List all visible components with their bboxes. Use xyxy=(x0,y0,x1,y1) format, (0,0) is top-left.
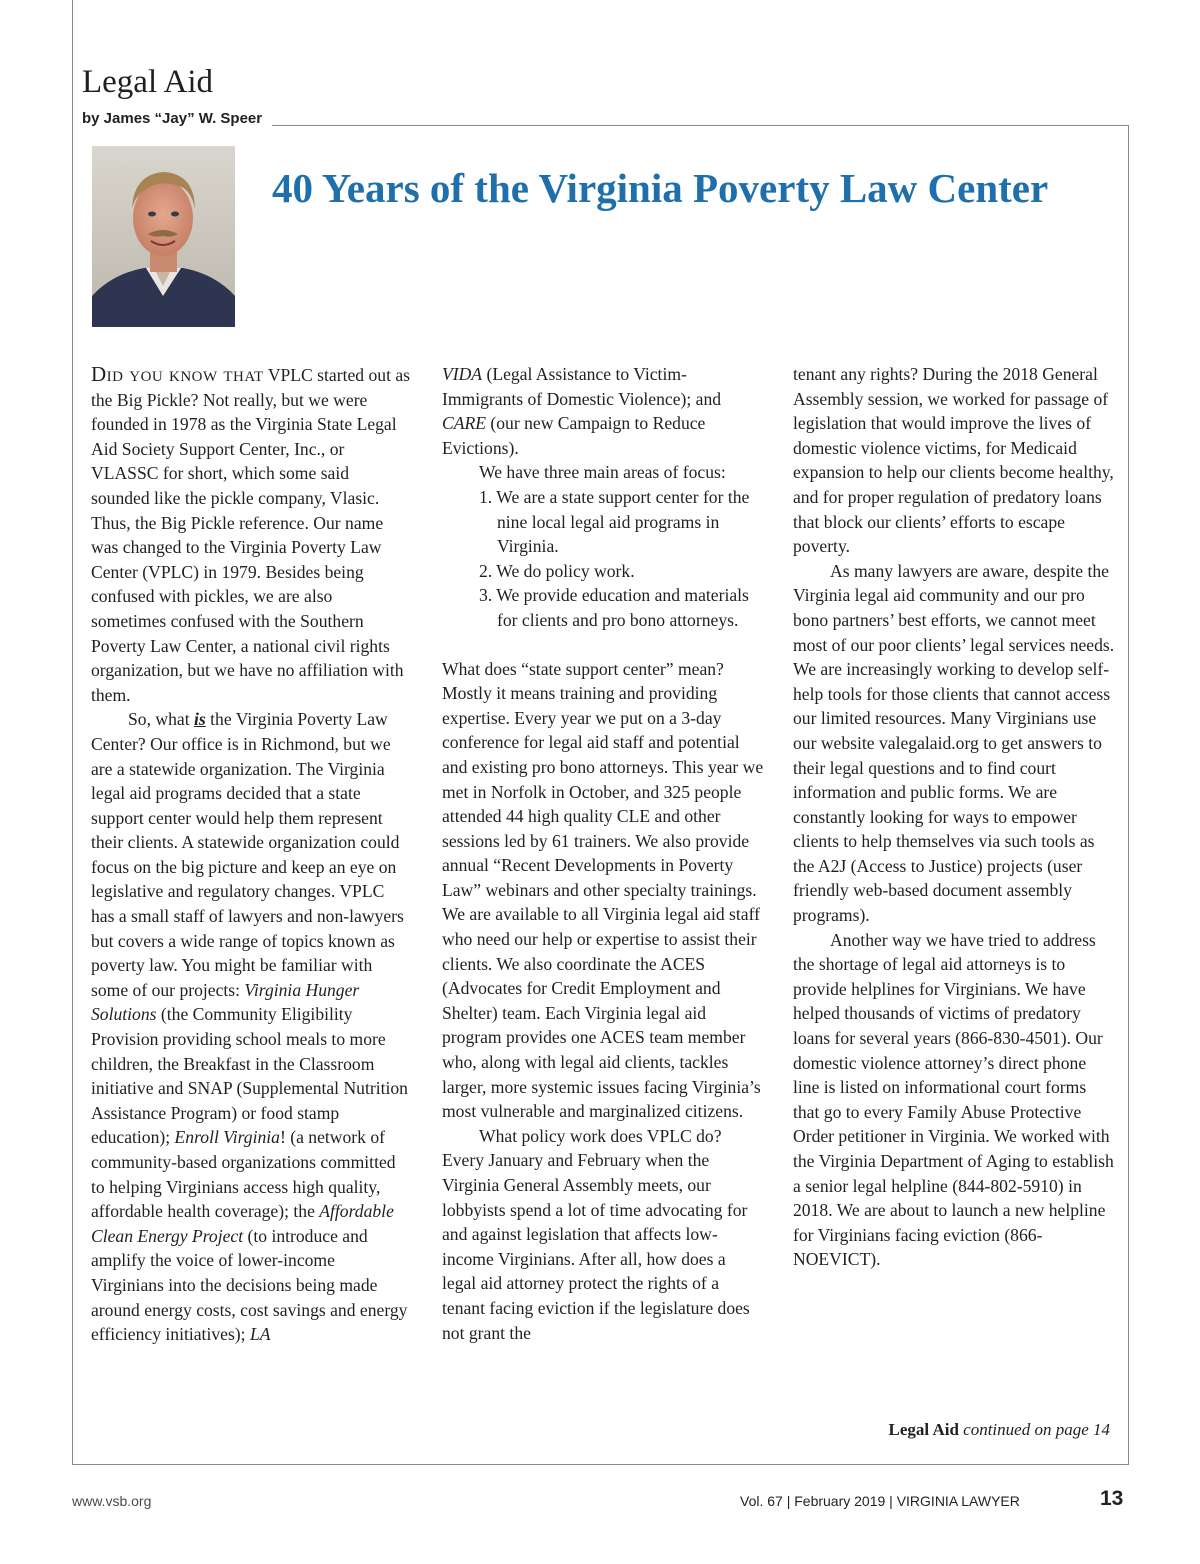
focus-list xyxy=(442,485,764,633)
emphasis: is xyxy=(193,709,206,730)
project-name: CARE xyxy=(442,413,486,434)
paragraph: tenant any rights? During the 2018 General Assembly session, we worked for passage of legislation that would improve the lives of domestic violence victims, for Medicaid expansion to help our clients become healthy, and for proper regulation of predatory loans that block our clients’ efforts to escape poverty. xyxy=(793,364,1114,557)
list-item: 1. We are a state support center for the nine local legal aid programs in Virginia. xyxy=(479,486,750,557)
lead-in: Did you know that xyxy=(91,362,264,386)
article-title: 40 Years of the Virginia Poverty Law Center xyxy=(272,165,1049,211)
paragraph: Another way we have tried to address the shortage of legal aid attorneys is to provide helplines for Virginians. We have helped thousands of victims of predatory loans for several years (866-830-4501). Our domestic violence attorney’s direct phone line is listed on informational court forms that go to every Family Abuse Protective Order petitioner in Virginia. We worked with the Virginia Department of Aging to establish a senior legal helpline (844-802-5910) in 2018. We are about to launch a new helpline for Virginians facing eviction (866-NOEVICT). xyxy=(793,929,1114,1270)
page-number: 13 xyxy=(1100,1487,1124,1510)
paragraph xyxy=(91,362,411,707)
paragraph-text: ! (a network of community-based organizations committed to helping Virginians access high quality, affordable health coverage); the xyxy=(91,1127,396,1222)
project-name: Affordable Clean Energy Project xyxy=(91,1201,394,1246)
project-name: Virginia Hunger Solutions xyxy=(91,979,360,1025)
paragraph-text: (to introduce and amplify the voice of lower-income Virginians into the decisions being made around energy costs, cost savings and energy efficiency initiatives); xyxy=(91,1225,408,1345)
footer-issue: Vol. 67 | February 2019 | VIRGINIA LAWYER xyxy=(740,1493,1020,1509)
project-name: LA xyxy=(249,1324,271,1345)
frame-top-rule xyxy=(272,125,1129,126)
paragraph xyxy=(442,362,764,460)
list-item: 3. We provide education and materials for clients and pro bono attorneys. xyxy=(479,585,749,630)
list-item: 2. We do policy work. xyxy=(479,560,635,581)
frame-right-rule xyxy=(1128,125,1129,1465)
article-column-3 xyxy=(793,362,1115,1272)
article-column-1 xyxy=(91,362,411,1347)
frame-left-rule xyxy=(72,0,73,1465)
department-heading: Legal Aid xyxy=(82,64,214,100)
paragraph-text: VPLC started out as the Big Pickle? Not really, but we were founded in 1978 as the Virginia State Legal Aid Society Support Center, Inc., or VLASSC for short, which some said sounded like the pickle company, Vlasic. Thus, the Big Pickle reference. Our name was changed to the Virginia Poverty Law Center (VPLC) in 1979. Besides being confused with pickles, we are also sometimes confused with the Southern Poverty Law Center, a national civil rights organization, but we have no affiliation with them. xyxy=(91,365,411,705)
paragraph-text: (Legal Assistance to Victim-Immigrants of Domestic Violence); and xyxy=(442,364,722,409)
project-name: Enroll Virginia xyxy=(174,1127,280,1148)
focus-intro: We have three main areas of focus: xyxy=(479,462,726,483)
spacer xyxy=(442,633,764,657)
paragraph-text: (the Community Eligibility Provision providing school meals to more children, the Breakfast in the Classroom initiative and SNAP (Supplemental Nutrition Assistance Program) or food stamp education); xyxy=(91,1004,408,1148)
author-photo xyxy=(92,146,235,327)
paragraph xyxy=(91,707,411,1346)
continued-label: Legal Aid xyxy=(888,1420,959,1439)
article-column-2 xyxy=(442,362,764,1345)
paragraph-text: the Virginia Poverty Law Center? Our office is in Richmond, but we are a statewide organization. The Virginia legal aid programs decided that a state support center would help them represent their clients. A statewide organization could focus on the big picture and keep an eye on legislative and regulatory changes. VPLC has a small staff of lawyers and non-lawyers but covers a wide range of topics known as poverty law. You might be familiar with some of our projects: xyxy=(91,709,404,1000)
paragraph-text: (our new Campaign to Reduce Evictions). xyxy=(442,413,706,458)
paragraph: What policy work does VPLC do? Every January and February when the Virginia General Assembly meets, our lobbyists spend a lot of time advocating for and against legislation that affects low-income Virginians. After all, how does a legal aid attorney protect the rights of a tenant facing eviction if the legislature does not grant the xyxy=(442,1125,750,1343)
project-name: VIDA xyxy=(442,364,483,384)
footer-website: www.vsb.org xyxy=(72,1493,152,1509)
continued-text: continued on page 14 xyxy=(958,1420,1110,1439)
paragraph: As many lawyers are aware, despite the Virginia legal aid community and our pro bono partners’ best efforts, we cannot meet most of our poor clients’ legal services needs. We are increasingly working to develop self-help tools for those clients that cannot access our limited resources. Many Virginians use our website valegalaid.org to get answers to their legal questions and to find court information and public forms. We are constantly looking for ways to empower clients to help themselves via such tools as the A2J (Access to Justice) projects (user friendly web-based document assembly programs). xyxy=(793,560,1115,926)
continued-note xyxy=(820,1420,1110,1440)
author-byline: by James “Jay” W. Speer xyxy=(82,110,263,127)
paragraph: What does “state support center” mean? Mostly it means training and providing expertise. Every year we put on a 3-day conference for legal aid staff and potential and existing pro bono attorneys. This year we met in Norfolk in October, and 325 people attended 44 high quality CLE and other sessions led by 61 trainers. We also provide annual “Recent Developments in Poverty Law” webinars and other specialty trainings. We are available to all Virginia legal aid staff who need our help or expertise to assist their clients. We also coordinate the ACES (Advocates for Credit Employment and Shelter) team. Each Virginia legal aid program provides one ACES team member who, along with legal aid clients, tackles larger, more systemic issues facing Virginia’s most vulnerable and marginalized citizens. xyxy=(442,658,764,1122)
paragraph-text: So, what xyxy=(128,709,194,730)
frame-bottom-rule xyxy=(72,1464,1129,1465)
